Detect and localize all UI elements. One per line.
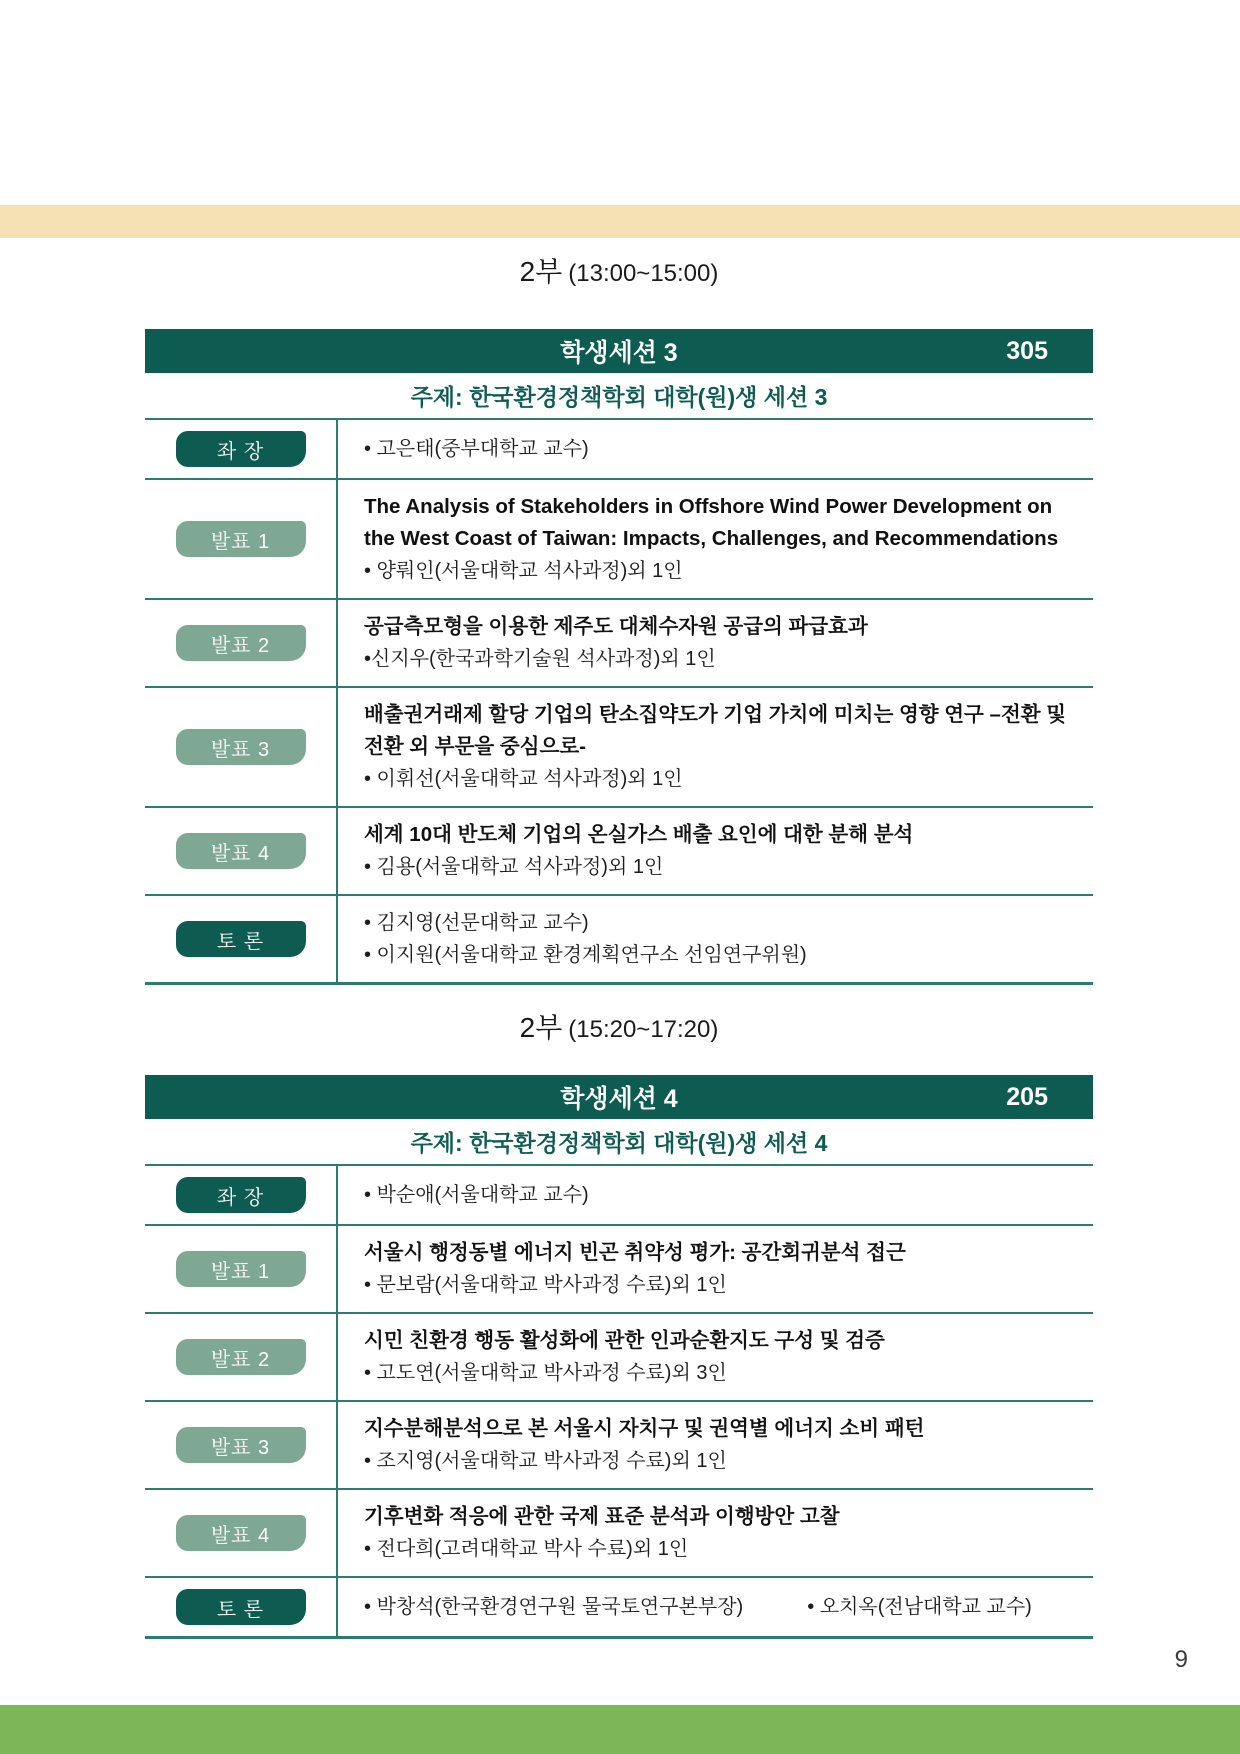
speaker-list: [364, 433, 1073, 465]
speaker-list: [364, 1179, 1073, 1211]
row-speaker: • 박창석(한국환경연구원 물국토연구본부장): [364, 1596, 744, 1618]
badge-cell: [145, 1166, 336, 1224]
part-heading: [145, 252, 1093, 297]
content-cell: [336, 1314, 1093, 1400]
badge-cell: [145, 480, 336, 598]
speaker-list: [364, 763, 1073, 795]
top-accent-band: [0, 205, 1240, 238]
row-speaker: • 김지영(선문대학교 교수): [364, 912, 589, 934]
session-topic: 주제: 한국환경정책학회 대학(원)생 세션 3: [410, 384, 828, 410]
row-title: 서울시 행정동별 에너지 빈곤 취약성 평가: 공간회귀분석 접근: [364, 1241, 906, 1264]
part-label: 2부: [519, 1012, 563, 1043]
row-speaker: • 오치옥(전남대학교 교수): [807, 1596, 1032, 1618]
row-speaker: • 문보람(서울대학교 박사과정 수료)외 1인: [364, 1274, 727, 1296]
badge-cell: [145, 688, 336, 806]
table-row: [145, 1400, 1093, 1488]
row-title: 지수분해분석으로 본 서울시 자치구 및 권역별 에너지 소비 패턴: [364, 1417, 925, 1440]
room-number: 305: [1006, 336, 1048, 365]
row-badge: 발표 1: [176, 521, 306, 557]
badge-cell: [145, 1314, 336, 1400]
session-table: [145, 1075, 1093, 1639]
table-row: [145, 806, 1093, 894]
row-badge: 좌 장: [176, 431, 306, 467]
speaker-list: [364, 1591, 1073, 1623]
session-topic: 주제: 한국환경정책학회 대학(원)생 세션 4: [410, 1130, 828, 1156]
row-badge: 발표 2: [176, 1339, 306, 1375]
content-cell: [336, 600, 1093, 686]
speaker-list: [364, 1357, 1073, 1389]
content-cell: [336, 420, 1093, 478]
row-badge: 토 론: [176, 921, 306, 957]
session-title: 학생세션 4: [560, 1085, 678, 1113]
row-speaker: • 고은태(중부대학교 교수): [364, 438, 589, 460]
session-rows: [145, 1164, 1093, 1639]
content-cell: [336, 1226, 1093, 1312]
speaker-list: [364, 1269, 1073, 1301]
table-row: [145, 1164, 1093, 1224]
speaker-list: [364, 851, 1073, 883]
row-title: 기후변화 적응에 관한 국제 표준 분석과 이행방안 고찰: [364, 1505, 840, 1528]
row-badge: 발표 4: [176, 833, 306, 869]
row-speaker: • 양뤄인(서울대학교 석사과정)외 1인: [364, 560, 683, 582]
table-row: [145, 1576, 1093, 1636]
speaker-list: [364, 1533, 1073, 1565]
session-rows: [145, 418, 1093, 985]
session-header-bar: [145, 1075, 1093, 1119]
room-number: 205: [1006, 1082, 1048, 1111]
row-badge: 발표 2: [176, 625, 306, 661]
table-row: [145, 598, 1093, 686]
badge-cell: [145, 1226, 336, 1312]
row-badge: 발표 1: [176, 1251, 306, 1287]
row-speaker: •신지우(한국과학기술원 석사과정)외 1인: [364, 648, 716, 670]
row-speaker: • 김용(서울대학교 석사과정)외 1인: [364, 856, 664, 878]
badge-cell: [145, 1578, 336, 1636]
row-title: 공급측모형을 이용한 제주도 대체수자원 공급의 파급효과: [364, 615, 868, 638]
content-cell: [336, 480, 1093, 598]
row-speaker: • 박순애(서울대학교 교수): [364, 1184, 589, 1206]
part-time: (15:20~17:20): [568, 1016, 719, 1043]
table-row: [145, 418, 1093, 478]
content-cell: [336, 808, 1093, 894]
part-label: 2부: [519, 256, 563, 287]
row-title: 배출권거래제 할당 기업의 탄소집약도가 기업 가치에 미치는 영향 연구 –전환 및 전환 외 부문을 중심으로-: [364, 703, 1067, 758]
content-cell: [336, 1490, 1093, 1576]
content-cell: [336, 1578, 1093, 1636]
session-table: [145, 329, 1093, 985]
table-row: [145, 1312, 1093, 1400]
badge-cell: [145, 420, 336, 478]
row-speaker: • 이지원(서울대학교 환경계획연구소 선임연구위원): [364, 944, 807, 966]
bottom-accent-band: [0, 1705, 1240, 1754]
table-row: [145, 1224, 1093, 1312]
session-title: 학생세션 3: [560, 339, 678, 367]
speaker-list: [364, 907, 1073, 971]
session-header-bar: [145, 329, 1093, 373]
part-time: (13:00~15:00): [568, 260, 719, 287]
speaker-list: [364, 643, 1073, 675]
row-speaker: • 고도연(서울대학교 박사과정 수료)외 3인: [364, 1362, 727, 1384]
content-cell: [336, 896, 1093, 982]
table-row: [145, 1488, 1093, 1576]
row-badge: 발표 3: [176, 1427, 306, 1463]
badge-cell: [145, 1402, 336, 1488]
content-cell: [336, 1402, 1093, 1488]
row-badge: 발표 4: [176, 1515, 306, 1551]
badge-cell: [145, 1490, 336, 1576]
table-row: [145, 686, 1093, 806]
row-speaker: • 조지영(서울대학교 박사과정 수료)외 1인: [364, 1450, 727, 1472]
row-badge: 토 론: [176, 1589, 306, 1625]
program-content: [145, 252, 1093, 1639]
speaker-list: [364, 555, 1073, 587]
row-title: The Analysis of Stakeholders in Offshore Wind Power Development on the West Coast of Taiwan: Impacts, Challenges, and Recommendations: [364, 495, 1059, 550]
page-number: 9: [1174, 1646, 1188, 1673]
badge-cell: [145, 808, 336, 894]
badge-cell: [145, 896, 336, 982]
part-heading: [145, 1008, 1093, 1053]
badge-cell: [145, 600, 336, 686]
row-speaker: • 전다희(고려대학교 박사 수료)외 1인: [364, 1538, 689, 1560]
content-cell: [336, 688, 1093, 806]
row-title: 세계 10대 반도체 기업의 온실가스 배출 요인에 대한 분해 분석: [364, 823, 914, 846]
row-speaker: • 이휘선(서울대학교 석사과정)외 1인: [364, 768, 683, 790]
speaker-list: [364, 1445, 1073, 1477]
row-title: 시민 친환경 행동 활성화에 관한 인과순환지도 구성 및 검증: [364, 1329, 885, 1352]
table-row: [145, 478, 1093, 598]
content-cell: [336, 1166, 1093, 1224]
table-row: [145, 894, 1093, 982]
row-badge: 좌 장: [176, 1177, 306, 1213]
row-badge: 발표 3: [176, 729, 306, 765]
